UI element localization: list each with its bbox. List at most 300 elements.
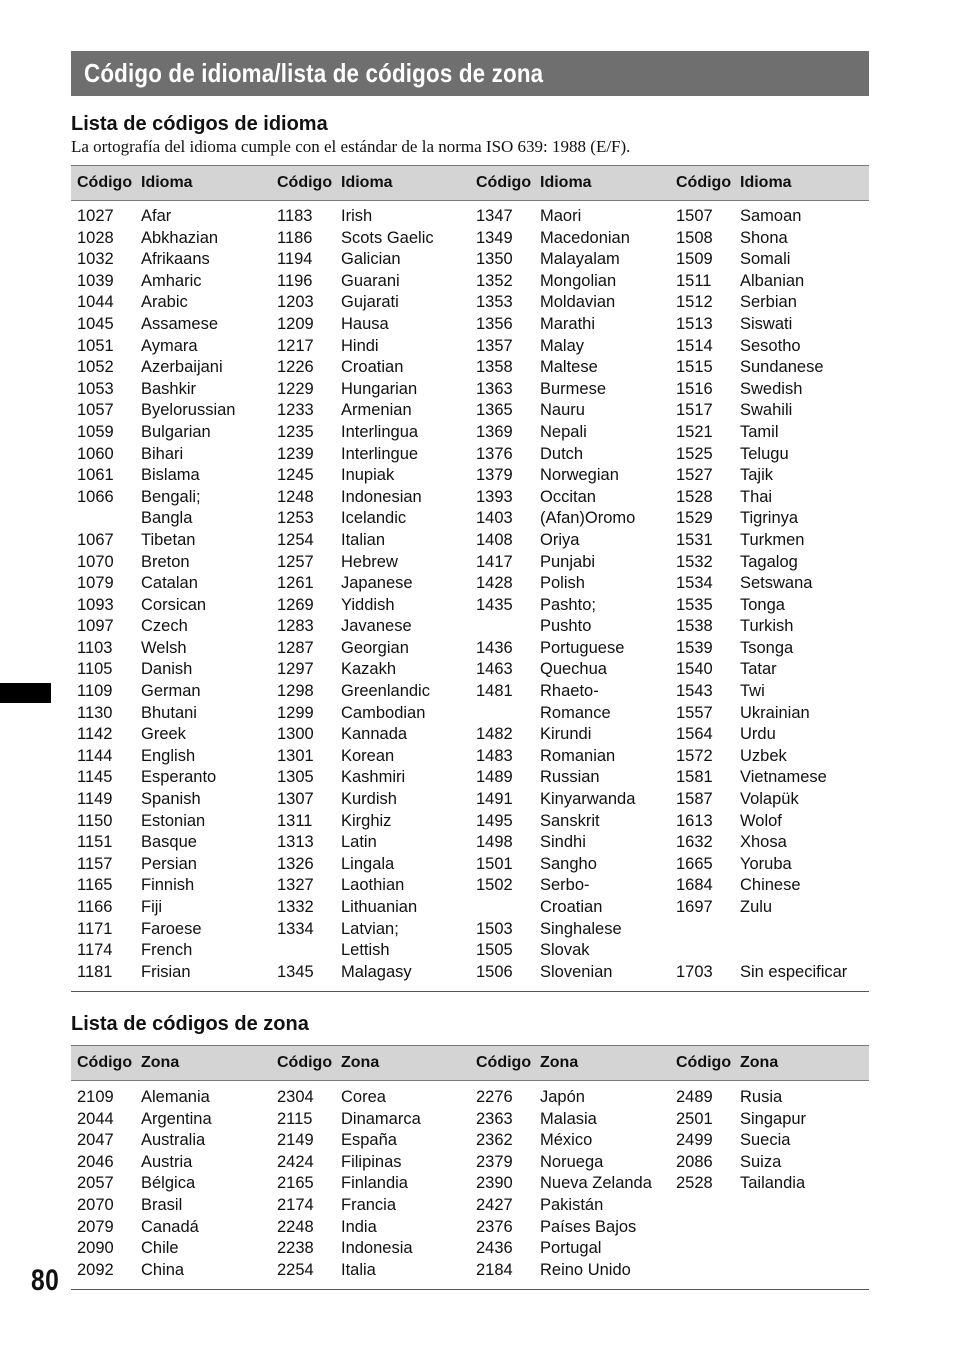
code-cell: 2489 <box>676 1088 713 1106</box>
table-row <box>77 854 277 876</box>
code-cell: 1525 <box>676 444 713 463</box>
table-row <box>476 703 676 725</box>
name-cell: Tailandia <box>740 1174 806 1193</box>
code-cell: 2047 <box>77 1131 114 1150</box>
name-cell: Laothian <box>341 876 405 895</box>
code-cell: 1514 <box>676 336 713 355</box>
table-row <box>77 314 277 336</box>
name-cell: Amharic <box>141 271 202 290</box>
code-cell: 2149 <box>277 1131 314 1150</box>
table-row <box>476 552 676 574</box>
table-row <box>77 616 277 638</box>
code-cell: 2276 <box>476 1088 513 1106</box>
table-row <box>277 767 477 789</box>
name-cell: Kannada <box>341 725 408 744</box>
name-cell: Francia <box>341 1195 397 1214</box>
name-cell: Welsh <box>141 638 187 657</box>
code-cell: 1531 <box>676 530 713 549</box>
page-number: 80 <box>31 1264 60 1297</box>
code-cell: 1194 <box>277 250 313 269</box>
table-row <box>476 228 676 250</box>
table-row <box>476 767 676 789</box>
name-cell: Dutch <box>540 444 584 463</box>
name-cell: Corea <box>341 1088 386 1106</box>
table-row <box>277 336 477 358</box>
code-cell: 1540 <box>676 660 713 679</box>
name-cell: Swahili <box>740 401 793 420</box>
table-row <box>476 746 676 768</box>
table-row <box>277 444 477 466</box>
table-row <box>277 379 477 401</box>
name-cell: Javanese <box>341 617 412 636</box>
code-cell: 1369 <box>476 422 513 441</box>
name-cell: Aymara <box>141 336 198 355</box>
table-row <box>676 811 876 833</box>
table-row <box>476 508 676 530</box>
name-cell: Portugal <box>540 1239 602 1258</box>
name-cell: Greek <box>141 725 186 744</box>
table-row <box>676 962 876 984</box>
code-cell: 1376 <box>476 444 513 463</box>
code-cell: 1269 <box>277 595 314 614</box>
code-cell: 1326 <box>277 854 314 873</box>
name-cell: Shona <box>740 228 788 247</box>
code-cell: 1070 <box>77 552 114 571</box>
table-row <box>676 379 876 401</box>
table-row <box>277 724 477 746</box>
code-cell: 1181 <box>77 962 113 981</box>
table-row <box>77 1152 277 1174</box>
name-cell: Malayalam <box>540 250 620 269</box>
code-cell: 1313 <box>277 833 314 852</box>
table-row <box>676 292 876 314</box>
name-cell: Indonesia <box>341 1239 413 1258</box>
name-cell: Icelandic <box>341 509 407 528</box>
header-language: Idioma <box>740 174 792 191</box>
name-cell: Guarani <box>341 271 400 290</box>
table-row <box>77 1238 277 1260</box>
name-cell: Mongolian <box>540 271 617 290</box>
code-cell: 1539 <box>676 638 713 657</box>
name-cell: Faroese <box>141 919 202 938</box>
table-row <box>476 962 676 984</box>
table-row <box>277 616 477 638</box>
table-row <box>676 767 876 789</box>
name-cell: Bulgarian <box>141 422 211 441</box>
name-cell: Noruega <box>540 1152 604 1171</box>
code-cell: 1363 <box>476 379 513 398</box>
zone-section-heading: Lista de códigos de zona <box>71 1013 309 1035</box>
code-cell: 1482 <box>476 725 513 744</box>
table-row <box>277 854 477 876</box>
table-row <box>476 487 676 509</box>
name-cell: Danish <box>141 660 193 679</box>
table-row <box>277 681 477 703</box>
table-row <box>277 1109 477 1131</box>
code-cell: 1327 <box>277 876 314 895</box>
name-cell: Bangla <box>141 509 193 528</box>
name-cell: Kurdish <box>341 790 397 809</box>
name-cell: Lettish <box>341 941 390 960</box>
table-row <box>277 919 477 941</box>
header-zone: Zona <box>141 1054 180 1071</box>
table-row <box>77 1217 277 1239</box>
code-cell: 1105 <box>77 660 113 679</box>
code-cell: 2057 <box>77 1174 114 1193</box>
code-cell: 1498 <box>476 833 513 852</box>
table-row <box>676 530 876 552</box>
code-cell: 2092 <box>77 1260 114 1279</box>
code-cell: 1045 <box>77 314 114 333</box>
table-row <box>277 508 477 530</box>
name-cell: Dinamarca <box>341 1109 421 1128</box>
code-cell: 1587 <box>676 790 713 809</box>
code-cell: 1254 <box>277 530 314 549</box>
table-row <box>476 919 676 941</box>
code-cell: 1512 <box>676 293 713 312</box>
code-cell: 1226 <box>277 358 314 377</box>
code-cell: 1150 <box>77 811 113 830</box>
name-cell: Austria <box>141 1152 193 1171</box>
name-cell: Swedish <box>740 379 803 398</box>
code-cell: 1515 <box>676 358 713 377</box>
code-cell: 1109 <box>77 682 113 701</box>
code-cell: 1300 <box>277 725 314 744</box>
name-cell: Afar <box>141 207 172 225</box>
table-row <box>676 746 876 768</box>
language-section-heading: Lista de códigos de idioma <box>71 113 328 135</box>
table-row <box>476 875 676 897</box>
table-row <box>476 616 676 638</box>
table-row <box>277 292 477 314</box>
table-row <box>277 832 477 854</box>
header-code: Código <box>476 174 532 191</box>
name-cell: Nepali <box>540 422 587 441</box>
name-cell: Tonga <box>740 595 785 614</box>
code-cell: 1239 <box>277 444 314 463</box>
name-cell: Punjabi <box>540 552 596 571</box>
table-row <box>77 379 277 401</box>
code-cell: 1305 <box>277 768 314 787</box>
code-cell: 1067 <box>77 530 114 549</box>
code-cell: 1428 <box>476 574 513 593</box>
code-cell: 1149 <box>77 790 113 809</box>
name-cell: Croatian <box>341 358 404 377</box>
page-title: Código de idioma/lista de códigos de zona <box>84 58 544 88</box>
name-cell: Indonesian <box>341 487 422 506</box>
code-cell: 1632 <box>676 833 713 852</box>
name-cell: Finlandia <box>341 1174 408 1193</box>
table-row <box>77 508 277 530</box>
code-cell: 2165 <box>277 1174 314 1193</box>
name-cell: Interlingua <box>341 422 419 441</box>
name-cell: Rusia <box>740 1088 783 1106</box>
name-cell: Singhalese <box>540 919 622 938</box>
name-cell: Telugu <box>740 444 789 463</box>
table-row <box>676 228 876 250</box>
name-cell: Bislama <box>141 466 200 485</box>
table-row <box>277 422 477 444</box>
table-row <box>676 703 876 725</box>
name-cell: Sanskrit <box>540 811 600 830</box>
code-cell: 1297 <box>277 660 314 679</box>
name-cell: Spanish <box>141 790 201 809</box>
table-row <box>277 249 477 271</box>
code-cell: 1503 <box>476 919 513 938</box>
code-cell: 1209 <box>277 314 314 333</box>
table-row <box>77 962 277 984</box>
table-row <box>476 206 676 228</box>
table-row <box>676 595 876 617</box>
name-cell: Albanian <box>740 271 805 290</box>
table-row <box>476 595 676 617</box>
table-row <box>77 357 277 379</box>
name-cell: Romanian <box>540 746 616 765</box>
table-row <box>676 1152 876 1174</box>
name-cell: Brasil <box>141 1195 183 1214</box>
table-row <box>676 1173 876 1195</box>
table-row <box>676 1130 876 1152</box>
name-cell: Reino Unido <box>540 1260 631 1279</box>
code-cell: 1332 <box>277 898 314 916</box>
name-cell: Japón <box>540 1088 585 1106</box>
code-cell: 1307 <box>277 790 314 809</box>
table-row <box>676 724 876 746</box>
name-cell: Tigrinya <box>740 509 799 528</box>
code-cell: 1393 <box>476 487 513 506</box>
name-cell: Yoruba <box>740 854 792 873</box>
code-cell: 1665 <box>676 854 713 873</box>
code-cell: 1408 <box>476 530 513 549</box>
code-cell: 1345 <box>277 962 314 981</box>
name-cell: Suiza <box>740 1152 782 1171</box>
name-cell: Somali <box>740 250 791 269</box>
table-row <box>277 1238 477 1260</box>
table-bottom-rule <box>71 991 869 992</box>
table-row <box>277 465 477 487</box>
code-cell: 1463 <box>476 660 513 679</box>
zone-code-table <box>71 1045 869 1291</box>
name-cell: Sindhi <box>540 833 586 852</box>
code-cell: 1564 <box>676 725 713 744</box>
table-row <box>676 336 876 358</box>
table-column <box>77 1087 277 1281</box>
code-cell: 1145 <box>77 768 113 787</box>
name-cell: Chile <box>141 1239 179 1258</box>
table-row <box>476 444 676 466</box>
table-column <box>476 206 676 983</box>
name-cell: Siswati <box>740 314 793 333</box>
name-cell: Finnish <box>141 876 195 895</box>
code-cell: 1171 <box>77 919 113 938</box>
code-cell: 1357 <box>476 336 513 355</box>
table-column <box>676 1087 876 1195</box>
language-table-header <box>71 165 869 201</box>
name-cell: Kashmiri <box>341 768 406 787</box>
name-cell: Italia <box>341 1260 376 1279</box>
header-language: Idioma <box>540 174 592 191</box>
code-cell: 2362 <box>476 1131 513 1150</box>
table-row <box>77 1260 277 1282</box>
table-row <box>277 1130 477 1152</box>
name-cell: Urdu <box>740 725 776 744</box>
code-cell: 2254 <box>277 1260 314 1279</box>
code-cell: 1103 <box>77 638 113 657</box>
table-row <box>77 875 277 897</box>
header-code: Código <box>277 1054 333 1071</box>
section-thumb-tab <box>0 683 51 703</box>
table-row <box>277 1152 477 1174</box>
code-cell: 2363 <box>476 1109 513 1128</box>
code-cell: 1697 <box>676 898 713 916</box>
code-cell: 1052 <box>77 358 114 377</box>
name-cell: Sesotho <box>740 336 801 355</box>
table-column <box>277 206 477 983</box>
table-row <box>676 854 876 876</box>
table-row <box>476 465 676 487</box>
code-cell: 1151 <box>77 833 113 852</box>
name-cell: Occitan <box>540 487 596 506</box>
name-cell: Bélgica <box>141 1174 196 1193</box>
name-cell: Wolof <box>740 811 782 830</box>
table-row <box>77 530 277 552</box>
code-cell: 2304 <box>277 1088 314 1106</box>
name-cell: Russian <box>540 768 600 787</box>
name-cell: España <box>341 1131 397 1150</box>
name-cell: Hindi <box>341 336 379 355</box>
name-cell: Serbo- <box>540 876 590 895</box>
code-cell: 1350 <box>476 250 513 269</box>
name-cell: Hausa <box>341 314 389 333</box>
table-row <box>676 616 876 638</box>
table-row <box>476 854 676 876</box>
name-cell: English <box>141 746 196 765</box>
code-cell: 1436 <box>476 638 513 657</box>
table-row <box>476 1260 676 1282</box>
code-cell: 1506 <box>476 962 513 981</box>
code-cell: 1311 <box>277 811 313 830</box>
table-row <box>77 206 277 228</box>
code-cell: 1334 <box>277 919 314 938</box>
code-cell: 1144 <box>77 746 113 765</box>
code-cell: 1301 <box>277 746 314 765</box>
name-cell: Países Bajos <box>540 1217 637 1236</box>
code-cell: 1532 <box>676 552 713 571</box>
table-row <box>277 487 477 509</box>
table-row <box>77 681 277 703</box>
table-row <box>277 897 477 919</box>
table-row <box>476 379 676 401</box>
name-cell: Assamese <box>141 314 219 333</box>
code-cell: 1059 <box>77 422 114 441</box>
code-cell: 1079 <box>77 574 114 593</box>
table-row <box>277 962 477 984</box>
name-cell: Galician <box>341 250 401 269</box>
name-cell: Norwegian <box>540 466 619 485</box>
name-cell: Greenlandic <box>341 682 430 701</box>
table-row <box>77 724 277 746</box>
header-zone: Zona <box>341 1054 380 1071</box>
name-cell: Thai <box>740 487 773 506</box>
name-cell: Sundanese <box>740 358 824 377</box>
table-row <box>277 638 477 660</box>
name-cell: Turkish <box>740 617 794 636</box>
code-cell: 1174 <box>77 941 113 960</box>
name-cell: Estonian <box>141 811 206 830</box>
code-cell: 1501 <box>476 854 513 873</box>
table-row <box>676 875 876 897</box>
name-cell: Moldavian <box>540 293 616 312</box>
name-cell: Pashto; <box>540 595 596 614</box>
name-cell: Twi <box>740 682 765 701</box>
code-cell: 1684 <box>676 876 713 895</box>
code-cell: 1505 <box>476 941 513 960</box>
code-cell: 2079 <box>77 1217 114 1236</box>
code-cell: 1245 <box>277 466 314 485</box>
name-cell: (Afan)Oromo <box>540 509 636 528</box>
name-cell: Catalan <box>141 574 198 593</box>
code-cell: 2090 <box>77 1239 114 1258</box>
table-row <box>476 1173 676 1195</box>
table-row <box>277 552 477 574</box>
code-cell: 2109 <box>77 1088 114 1106</box>
code-cell: 1235 <box>277 422 314 441</box>
code-cell: 1481 <box>476 682 513 701</box>
table-row <box>476 681 676 703</box>
code-cell: 1356 <box>476 314 513 333</box>
table-row <box>476 1087 676 1109</box>
name-cell: Samoan <box>740 207 802 225</box>
code-cell: 1261 <box>277 574 314 593</box>
header-zone: Zona <box>740 1054 779 1071</box>
table-row <box>77 465 277 487</box>
name-cell: Croatian <box>540 898 603 916</box>
table-row <box>476 832 676 854</box>
name-cell: Canadá <box>141 1217 199 1236</box>
code-cell: 1365 <box>476 401 513 420</box>
name-cell: German <box>141 682 201 701</box>
code-cell: 2528 <box>676 1174 713 1193</box>
table-row <box>476 336 676 358</box>
code-cell: 1066 <box>77 487 114 506</box>
table-row <box>77 897 277 919</box>
code-cell: 1543 <box>676 682 713 701</box>
table-row <box>277 659 477 681</box>
name-cell: Volapük <box>740 790 799 809</box>
code-cell: 1233 <box>277 401 314 420</box>
name-cell: Fiji <box>141 898 163 916</box>
code-cell: 1032 <box>77 250 114 269</box>
code-cell: 2070 <box>77 1195 114 1214</box>
name-cell: Uzbek <box>740 746 787 765</box>
code-cell: 1534 <box>676 574 713 593</box>
code-cell: 1257 <box>277 552 314 571</box>
table-row <box>277 1195 477 1217</box>
table-row <box>77 422 277 444</box>
table-row <box>277 1087 477 1109</box>
table-row <box>277 314 477 336</box>
code-cell: 1039 <box>77 271 114 290</box>
name-cell: Esperanto <box>141 768 217 787</box>
name-cell: Tsonga <box>740 638 794 657</box>
name-cell: Kazakh <box>341 660 397 679</box>
name-cell: Tagalog <box>740 552 798 571</box>
name-cell: Nauru <box>540 401 585 420</box>
code-cell: 2376 <box>476 1217 513 1236</box>
code-cell: 2184 <box>476 1260 513 1279</box>
name-cell: Tamil <box>740 422 779 441</box>
table-row <box>277 940 477 962</box>
